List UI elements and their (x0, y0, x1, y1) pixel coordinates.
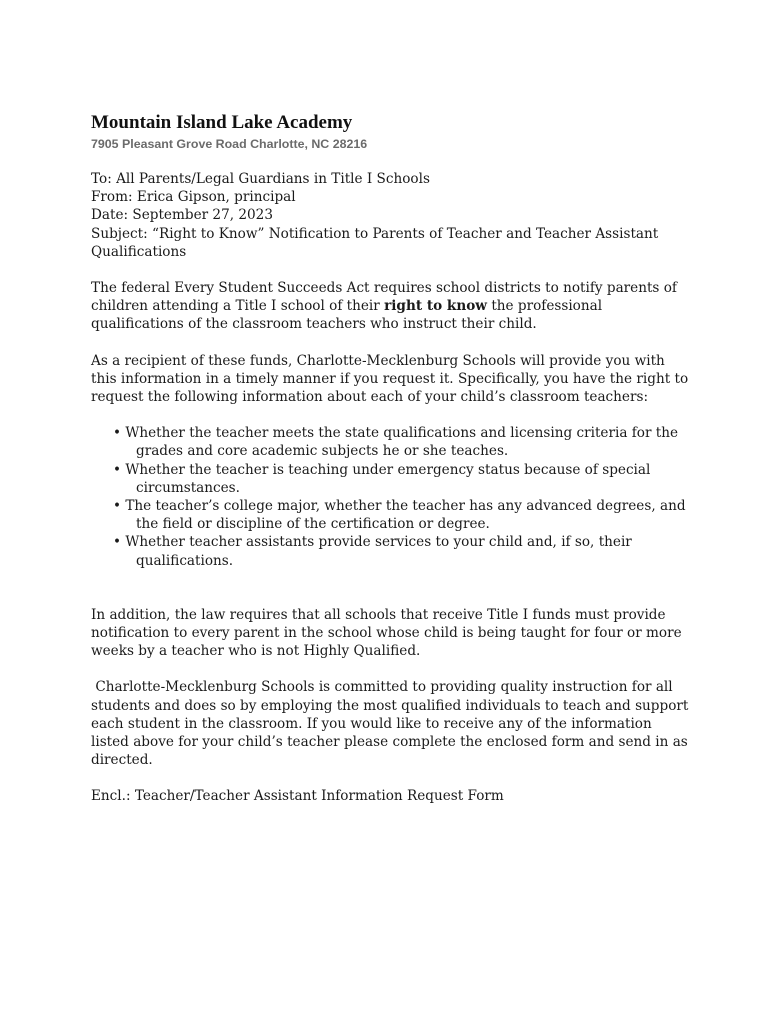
school-address: 7905 Pleasant Grove Road Charlotte, NC 28216 (91, 137, 368, 151)
list-item-text: The teacher’s college major, whether the teacher has any advanced degrees, and the field or discipline of the certification or degree. (125, 498, 686, 533)
letter-content (91, 112, 691, 806)
list-item (91, 461, 691, 497)
paragraph-commitment: Charlotte-Mecklenburg Schools is committed to providing quality instruction for all students and does so by employing the most qualified individuals to teach and support each student in the classroom. If you would like to receive any of the information listed above for your child’s teacher please complete the enclosed form and send in as directed. (91, 679, 693, 769)
memo-to: To: All Parents/Legal Guardians in Title I Schools (91, 171, 430, 187)
paragraph-request-info: As a recipient of these funds, Charlotte-Mecklenburg Schools will provide you with this information in a timely manner if you request it. Specifically, you have the right to request the following information about each of your child’s classroom teachers: (91, 352, 689, 406)
memo-subject: Subject: “Right to Know” Notification to Parents of Teacher and Teacher Assistant Qualifications (91, 225, 659, 260)
paragraph-1-text-start: The federal Every Student Succeeds Act requires school districts to notify parents of children attending a Title I school of their (91, 280, 677, 315)
list-item-text: Whether the teacher meets the state qualifications and licensing criteria for the grades and core academic subjects he or she teaches. (125, 425, 679, 460)
bullet-icon: • (113, 425, 122, 442)
paragraph-right-to-know (91, 279, 691, 334)
paragraph-1-text-end: the professional qualifications of the classroom teachers who instruct their child. (91, 298, 603, 333)
memo-header (91, 170, 691, 261)
list-item (91, 424, 691, 460)
bullet-icon: • (113, 534, 122, 551)
school-name: Mountain Island Lake Academy (91, 112, 353, 133)
list-item (91, 497, 691, 533)
bullet-icon: • (113, 461, 122, 478)
memo-date: Date: September 27, 2023 (91, 207, 273, 224)
enclosure-line: Encl.: Teacher/Teacher Assistant Information Request Form (91, 788, 504, 805)
right-to-know-emphasis: right to know (384, 298, 487, 315)
memo-from: From: Erica Gipson, principal (91, 189, 296, 206)
paragraph-highly-qualified: In addition, the law requires that all schools that receive Title I funds must provide notification to every parent in the school whose child is being taught for four or more weeks by a teacher who is not Highly Qualified. (91, 606, 682, 660)
qualification-list (91, 424, 691, 570)
list-item (91, 533, 691, 569)
list-item-text: Whether teacher assistants provide services to your child and, if so, their qualifications. (125, 534, 632, 569)
list-item-text: Whether the teacher is teaching under emergency status because of special circumstances. (125, 461, 651, 496)
bullet-icon: • (113, 498, 122, 515)
